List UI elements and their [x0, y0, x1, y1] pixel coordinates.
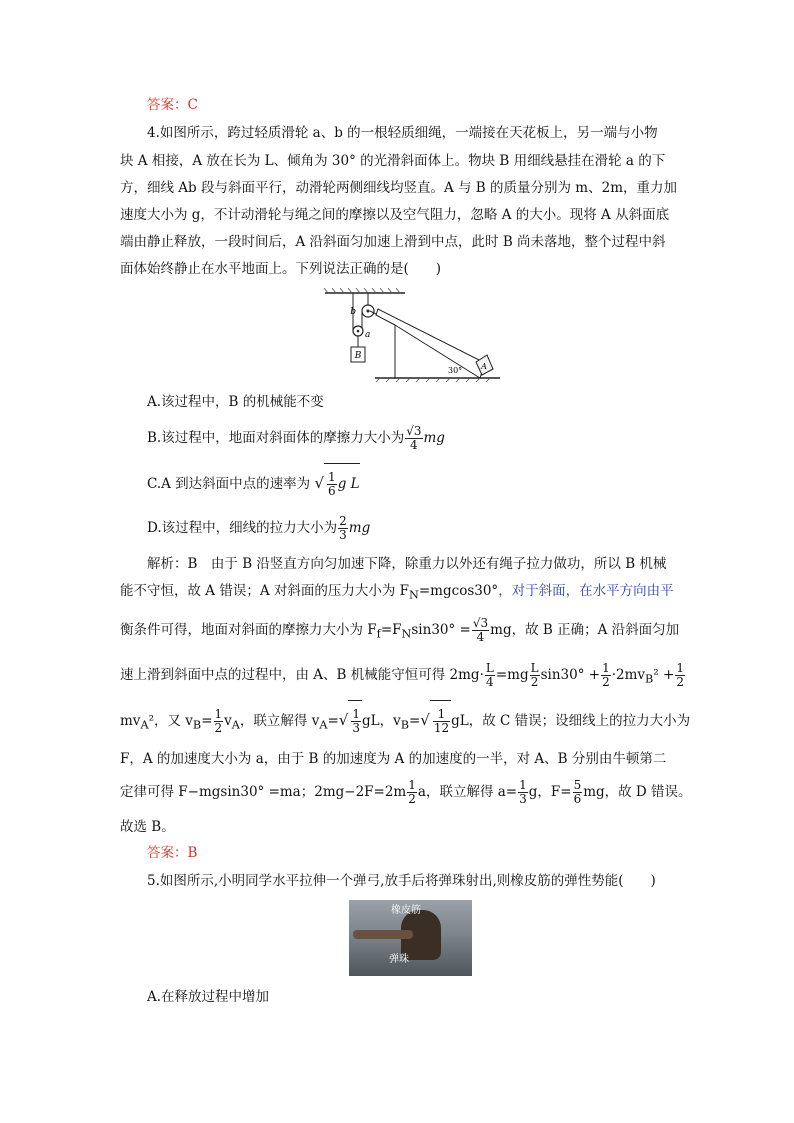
label-B: B: [354, 351, 362, 361]
analysis-line-8: 故选 B。: [120, 819, 175, 835]
angle-label: 30°: [448, 366, 463, 375]
analysis-line-5: $mv_A^2$，又 $v_B=$ $\frac{1}{2}$ $v_A$，联立解得 $v_A=√$ $\frac{1}{3}$ gL，$v_B=√$ $\frac{1}{12}$ gL，故 C 错误；设细线上的拉力大小为: [120, 700, 690, 746]
q5-option-a: A.在释放过程中增加: [147, 989, 270, 1005]
pulley-incline-figure: [320, 287, 505, 383]
q4-line-3: 方，细线 Ab 段与斜面平行，动滑轮两侧细线均竖直。A 与 B 的质量分别为 m、2m，重力加: [120, 180, 677, 196]
q4-option-b: B.该过程中，地面对斜面体的摩擦力大小为 $\frac{√3}{4}$ mg: [147, 424, 445, 452]
slingshot-photo: [349, 900, 472, 976]
q4-option-c: C.A 到达斜面中点的速率为 √ $\frac{1}{6}$ g L: [147, 463, 360, 504]
analysis-line-3: 衡条件可得，地面对斜面的摩擦力大小为 $F_f=F_N\sin 30^\circ$ = $\frac{√3}{4}$ mg，故 B 正确；A 沿斜面匀加: [120, 616, 680, 644]
label-b: b: [350, 307, 356, 317]
q4-line-5: 端由静止释放，一段时间后，A 沿斜面匀加速上滑到中点，此时 B 尚未落地，整个过程中斜: [120, 234, 666, 250]
q4-line-1: 4.如图所示，跨过轻质滑轮 a、b 的一根轻质细绳，一端接在天花板上，另一端与小物: [147, 125, 658, 141]
analysis-line-1: 解析：B 由于 B 沿竖直方向匀加速下降，除重力以外还有绳子拉力做功，所以 B 机械: [147, 556, 667, 572]
q4-line-2: 块 A 相接，A 放在长为 L、倾角为 30° 的光滑斜面体上。物块 B 用细线悬挂在滑轮 a 的下: [120, 153, 666, 169]
answer-3: 答案：C: [147, 97, 198, 113]
label-A: A: [481, 362, 487, 371]
analysis-line-2: 能不守恒，故 A 错误；A 对斜面的压力大小为 $F_N=mgcos30^\circ$，对于斜面，在水平方向由平: [120, 583, 674, 602]
label-a: a: [365, 330, 371, 340]
analysis-line-4: 速上滑到斜面中点的过程中，由 A、B 机械能守恒可得 2mg· $\frac{L}{4}$ =mg $\frac{L}{2}$ sin30° + $\frac{1}{2}$ $\cdot 2mv_B^2$ + $\frac{1}{2}$: [120, 661, 684, 689]
q4-line-6: 面体始终静止在水平地面上。下列说法正确的是( ): [120, 261, 442, 277]
q5-stem: 5.如图所示,小明同学水平拉伸一个弹弓,放手后将弹珠射出,则橡皮筋的弹性势能( ): [147, 873, 656, 889]
analysis-line-6: F，A 的加速度大小为 a，由于 B 的加速度为 A 的加速度的一半，对 A、B 分别由牛顿第二: [120, 751, 667, 767]
q4-option-a: A.该过程中，B 的机械能不变: [147, 394, 324, 410]
q4-line-4: 速度大小为 g，不计动滑轮与绳之间的摩擦以及空气阻力，忽略 A 的大小。现将 A 从斜面底: [120, 207, 670, 223]
analysis-line-7: 定律可得 F−mgsin30° =ma；2mg−2F=2m $\frac{1}{2}$ a，联立解得 a= $\frac{1}{3}$ g，F= $\frac{5}{6}$ mg，故 D 错误。: [120, 778, 692, 806]
q4-option-d: D.该过程中，细线的拉力大小为 $\frac{2}{3}$ mg: [147, 514, 371, 542]
answer-4: 答案：B: [147, 845, 198, 861]
photo-label-pellet: 弹珠: [389, 954, 409, 965]
photo-label-rubber-band: 橡皮筋: [391, 905, 421, 916]
arm-shape: [353, 930, 413, 939]
